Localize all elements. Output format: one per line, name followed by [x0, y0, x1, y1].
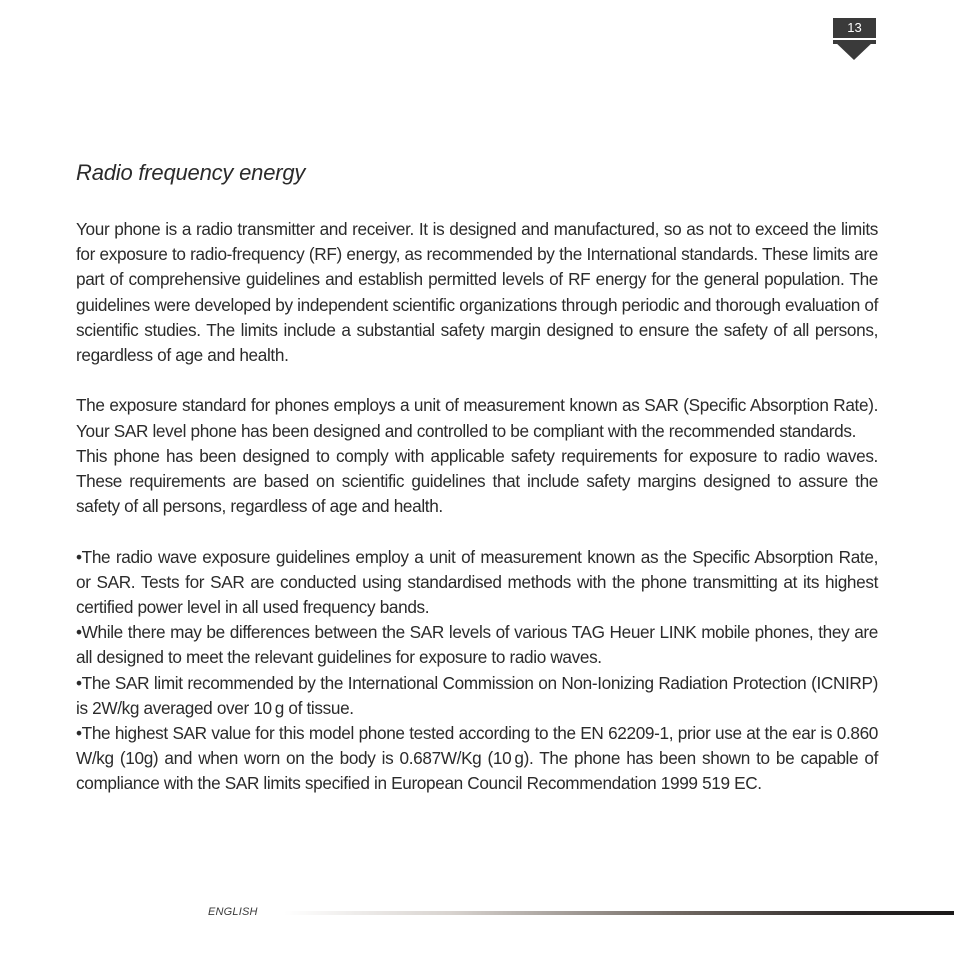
- bullet-item: •The SAR limit recommended by the International Commission on Non-Ionizing Radiation Protection (ICNIRP) is 2W/kg averaged over 10 g of tissue.: [76, 672, 878, 718]
- page-tab-arrow-icon: [833, 40, 875, 60]
- bullet-item: •The radio wave exposure guidelines employ a unit of measurement known as the Specific Absorption Rate, or SAR. Tests for SAR are conducted using standardised methods with the phone transmitting at its highest certified power level in all used frequency bands.: [76, 546, 878, 618]
- paragraph-spacer: [76, 519, 878, 544]
- paragraph-compliance: This phone has been designed to comply with applicable safety requirements for exposure to radio waves. These requirements are based on scientific guidelines that include safety margins designed to assure the safety of all persons, regardless of age and health.: [76, 445, 878, 517]
- paragraph-rf-intro: Your phone is a radio transmitter and receiver. It is designed and manufactured, so as not to exceed the limits for exposure to radio-frequency (RF) energy, as recommended by the International standards. These limits are part of comprehensive guidelines and establish permitted levels of RF energy for the general population. The guidelines were developed by independent scientific organizations through periodic and thorough evaluation of scientific studies. The limits include a substantial safety margin designed to ensure the safety of all persons, regardless of age and health.: [76, 219, 878, 366]
- bullet-item: •While there may be differences between the SAR levels of various TAG Heuer LINK mobile phones, they are all designed to meet the relevant guidelines for exposure to radio waves.: [76, 622, 878, 668]
- page-number-tab: [833, 18, 876, 62]
- section-title: Radio frequency energy: [76, 160, 306, 185]
- footer-gradient-rule: [284, 911, 954, 915]
- paragraph-spacer: [76, 368, 878, 393]
- paragraph-sar-standard: The exposure standard for phones employs a unit of measurement known as SAR (Specific Absorption Rate). Your SAR level phone has been designed and controlled to be compliant with the recommended standards.: [76, 395, 878, 441]
- body-content: [76, 217, 878, 797]
- footer-language-label: ENGLISH: [208, 906, 258, 918]
- bullet-item: •The highest SAR value for this model phone tested according to the EN 62209-1, prior use at the ear is 0.860 W/kg (10g) and when worn on the body is 0.687W/Kg (10 g). The phone has been shown to be capable of compliance with the SAR limits specified in European Council Recommendation 1999 519 EC.: [76, 723, 878, 794]
- page-number: 13: [833, 18, 876, 38]
